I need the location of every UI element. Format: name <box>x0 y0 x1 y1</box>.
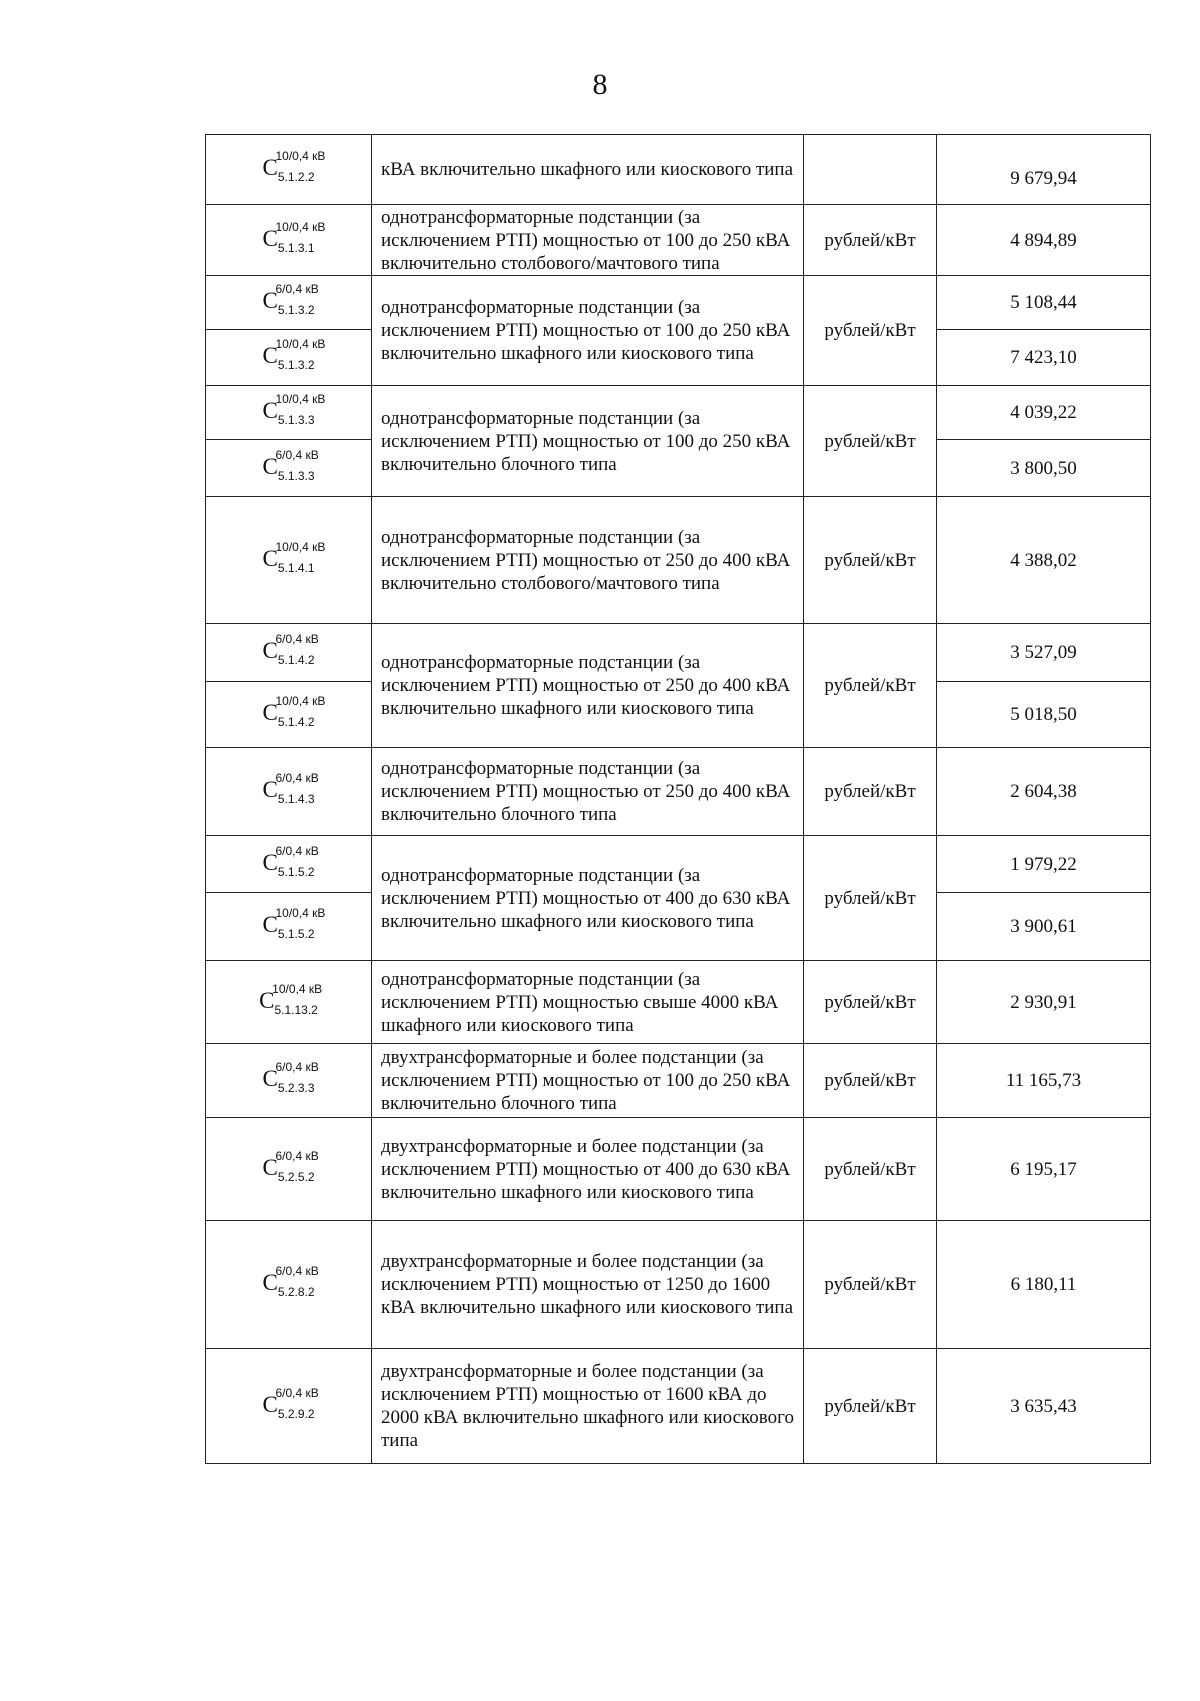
code-subscript: 5.1.4.1 <box>277 560 315 575</box>
voltage-superscript: 10/0,4 кВ <box>275 539 326 554</box>
table-row <box>206 386 1151 440</box>
rate-code: C 10/0,4 кВ $_{5.1.2.2}$ <box>262 156 314 183</box>
rate-code: C 6/0,4 кВ $_{5.2.9.2}$ <box>262 1393 314 1420</box>
value-cell: 7 423,10 <box>937 330 1151 386</box>
voltage-superscript: 10/0,4 кВ <box>275 337 326 351</box>
value-cell: 5 108,44 <box>937 276 1151 330</box>
value-cell: 3 900,61 <box>937 893 1151 961</box>
table-row <box>206 497 1151 624</box>
table-row <box>206 1044 1151 1118</box>
rate-code-cell <box>206 1118 372 1221</box>
code-subscript: 5.1.5.2 <box>277 927 315 941</box>
tariff-table <box>205 134 1151 1464</box>
rate-code-cell <box>206 961 372 1044</box>
rate-code-cell <box>206 440 372 497</box>
voltage-superscript: 6/0,4 кВ <box>275 843 319 858</box>
code-subscript: 5.1.4.2 <box>277 715 315 729</box>
rate-code: C 6/0,4 кВ $_{5.1.3.3}$ <box>262 455 314 482</box>
value-cell: 4 039,22 <box>937 386 1151 440</box>
description-cell: кВА включительно шкафного или киоскового типа <box>372 135 804 205</box>
value-cell: 1 979,22 <box>937 836 1151 893</box>
rate-code-cell <box>206 330 372 386</box>
table-row <box>206 836 1151 893</box>
code-subscript: 5.2.3.3 <box>277 1081 315 1095</box>
code-subscript: 5.1.13.2 <box>274 1002 318 1017</box>
table-row <box>206 748 1151 836</box>
description-cell: двухтрансформаторные и более подстанции (за исключением РТП) мощностью от 100 до 250 кВА включительно блочного типа <box>372 1044 804 1118</box>
value-cell: 9 679,94 <box>937 135 1151 205</box>
rate-code: C 10/0,4 кВ $_{5.1.4.2}$ <box>262 701 314 728</box>
rate-code-cell <box>206 624 372 682</box>
rate-code: C 6/0,4 кВ $_{5.1.3.2}$ <box>262 289 314 316</box>
rate-code: C 10/0,4 кВ $_{5.1.3.3}$ <box>262 399 314 426</box>
description-cell: однотрансформаторные подстанции (за исключением РТП) мощностью от 100 до 250 кВА включительно столбового/мачтового типа <box>372 205 804 276</box>
value-cell: 11 165,73 <box>937 1044 1151 1118</box>
code-subscript: 5.1.4.3 <box>277 792 315 806</box>
rate-code: C 6/0,4 кВ $_{5.2.3.3}$ <box>262 1067 314 1094</box>
code-subscript: 5.1.2.2 <box>277 170 315 184</box>
rate-code-cell <box>206 1349 372 1464</box>
rate-code-cell <box>206 748 372 836</box>
unit-cell: рублей/кВт <box>804 1221 937 1349</box>
rate-code: C 10/0,4 кВ $_{5.1.13.2}$ <box>259 989 318 1016</box>
table-row <box>206 624 1151 682</box>
rate-code: C 6/0,4 кВ $_{5.1.5.2}$ <box>262 851 314 878</box>
rate-code-cell <box>206 893 372 961</box>
value-cell: 2 930,91 <box>937 961 1151 1044</box>
voltage-superscript: 6/0,4 кВ <box>275 447 319 462</box>
table-row <box>206 1349 1151 1464</box>
code-subscript: 5.2.8.2 <box>277 1285 315 1299</box>
rate-code: C 6/0,4 кВ $_{5.2.8.2}$ <box>262 1271 314 1298</box>
rate-code: C 6/0,4 кВ $_{5.1.4.2}$ <box>262 639 314 666</box>
table-row <box>206 135 1151 205</box>
code-subscript: 5.1.3.3 <box>277 413 315 427</box>
value-cell: 3 800,50 <box>937 440 1151 497</box>
voltage-superscript: 10/0,4 кВ <box>275 694 326 708</box>
rate-code: C 10/0,4 кВ $_{5.1.3.1}$ <box>262 227 314 254</box>
description-cell: однотрансформаторные подстанции (за исключением РТП) мощностью свыше 4000 кВА шкафного или киоскового типа <box>372 961 804 1044</box>
rate-code-cell <box>206 276 372 330</box>
unit-cell: рублей/кВт <box>804 386 937 497</box>
voltage-superscript: 6/0,4 кВ <box>275 632 319 646</box>
description-cell: однотрансформаторные подстанции (за исключением РТП) мощностью от 250 до 400 кВА включительно блочного типа <box>372 748 804 836</box>
description-cell: однотрансформаторные подстанции (за исключением РТП) мощностью от 250 до 400 кВА включительно шкафного или киоскового типа <box>372 624 804 748</box>
unit-cell: рублей/кВт <box>804 748 937 836</box>
rate-code: C 6/0,4 кВ $_{5.2.5.2}$ <box>262 1156 314 1183</box>
value-cell: 3 527,09 <box>937 624 1151 682</box>
code-subscript: 5.1.3.2 <box>277 303 315 317</box>
code-subscript: 5.1.5.2 <box>277 864 315 879</box>
unit-cell: рублей/кВт <box>804 961 937 1044</box>
unit-cell: рублей/кВт <box>804 497 937 624</box>
rate-code-cell <box>206 135 372 205</box>
voltage-superscript: 6/0,4 кВ <box>275 1264 319 1278</box>
voltage-superscript: 10/0,4 кВ <box>272 981 323 996</box>
rate-code: C 10/0,4 кВ $_{5.1.3.2}$ <box>262 344 314 371</box>
rate-code: C 10/0,4 кВ $_{5.1.5.2}$ <box>262 913 314 940</box>
table-row <box>206 1118 1151 1221</box>
value-cell: 4 894,89 <box>937 205 1151 276</box>
value-cell: 4 388,02 <box>937 497 1151 624</box>
description-cell: однотрансформаторные подстанции (за исключением РТП) мощностью от 250 до 400 кВА включительно столбового/мачтового типа <box>372 497 804 624</box>
unit-cell: рублей/кВт <box>804 276 937 386</box>
table-row <box>206 961 1151 1044</box>
rate-code-cell <box>206 205 372 276</box>
unit-cell: рублей/кВт <box>804 1044 937 1118</box>
table-row <box>206 1221 1151 1349</box>
rate-code: C 10/0,4 кВ $_{5.1.4.1}$ <box>262 547 314 574</box>
page-number: 8 <box>592 68 608 101</box>
value-cell: 6 195,17 <box>937 1118 1151 1221</box>
description-cell: двухтрансформаторные и более подстанции (за исключением РТП) мощностью от 1250 до 1600 кВА включительно шкафного или киоскового типа <box>372 1221 804 1349</box>
table-row <box>206 276 1151 330</box>
unit-cell: рублей/кВт <box>804 1349 937 1464</box>
unit-cell: рублей/кВт <box>804 624 937 748</box>
voltage-superscript: 10/0,4 кВ <box>275 149 326 163</box>
voltage-superscript: 6/0,4 кВ <box>275 1385 319 1400</box>
voltage-superscript: 10/0,4 кВ <box>275 906 326 920</box>
rate-code-cell <box>206 836 372 893</box>
description-cell: двухтрансформаторные и более подстанции (за исключением РТП) мощностью от 1600 кВА до 2000 кВА включительно шкафного или киоскового типа <box>372 1349 804 1464</box>
value-cell: 3 635,43 <box>937 1349 1151 1464</box>
unit-cell: рублей/кВт <box>804 1118 937 1221</box>
value-cell: 5 018,50 <box>937 682 1151 748</box>
code-subscript: 5.1.3.2 <box>277 358 315 372</box>
code-subscript: 5.2.5.2 <box>277 1169 315 1184</box>
voltage-superscript: 6/0,4 кВ <box>275 771 319 785</box>
voltage-superscript: 6/0,4 кВ <box>275 282 319 296</box>
voltage-superscript: 6/0,4 кВ <box>275 1060 319 1074</box>
value-cell: 2 604,38 <box>937 748 1151 836</box>
rate-code-cell <box>206 1221 372 1349</box>
rate-code-cell <box>206 1044 372 1118</box>
value-cell: 6 180,11 <box>937 1221 1151 1349</box>
rate-code-cell <box>206 497 372 624</box>
unit-cell <box>804 135 937 205</box>
unit-cell: рублей/кВт <box>804 205 937 276</box>
description-cell: двухтрансформаторные и более подстанции (за исключением РТП) мощностью от 400 до 630 кВА включительно шкафного или киоскового типа <box>372 1118 804 1221</box>
code-subscript: 5.1.3.3 <box>277 468 315 483</box>
rate-code-cell <box>206 386 372 440</box>
code-subscript: 5.1.4.2 <box>277 653 315 667</box>
table-row <box>206 205 1151 276</box>
rate-code: C 6/0,4 кВ $_{5.1.4.3}$ <box>262 778 314 805</box>
voltage-superscript: 10/0,4 кВ <box>275 392 326 406</box>
rate-code-cell <box>206 682 372 748</box>
voltage-superscript: 10/0,4 кВ <box>275 219 326 234</box>
code-subscript: 5.1.3.1 <box>277 240 315 255</box>
description-cell: однотрансформаторные подстанции (за исключением РТП) мощностью от 400 до 630 кВА включительно шкафного или киоскового типа <box>372 836 804 961</box>
unit-cell: рублей/кВт <box>804 836 937 961</box>
description-cell: однотрансформаторные подстанции (за исключением РТП) мощностью от 100 до 250 кВА включительно блочного типа <box>372 386 804 497</box>
voltage-superscript: 6/0,4 кВ <box>275 1148 319 1163</box>
code-subscript: 5.2.9.2 <box>277 1406 315 1421</box>
description-cell: однотрансформаторные подстанции (за исключением РТП) мощностью от 100 до 250 кВА включительно шкафного или киоскового типа <box>372 276 804 386</box>
